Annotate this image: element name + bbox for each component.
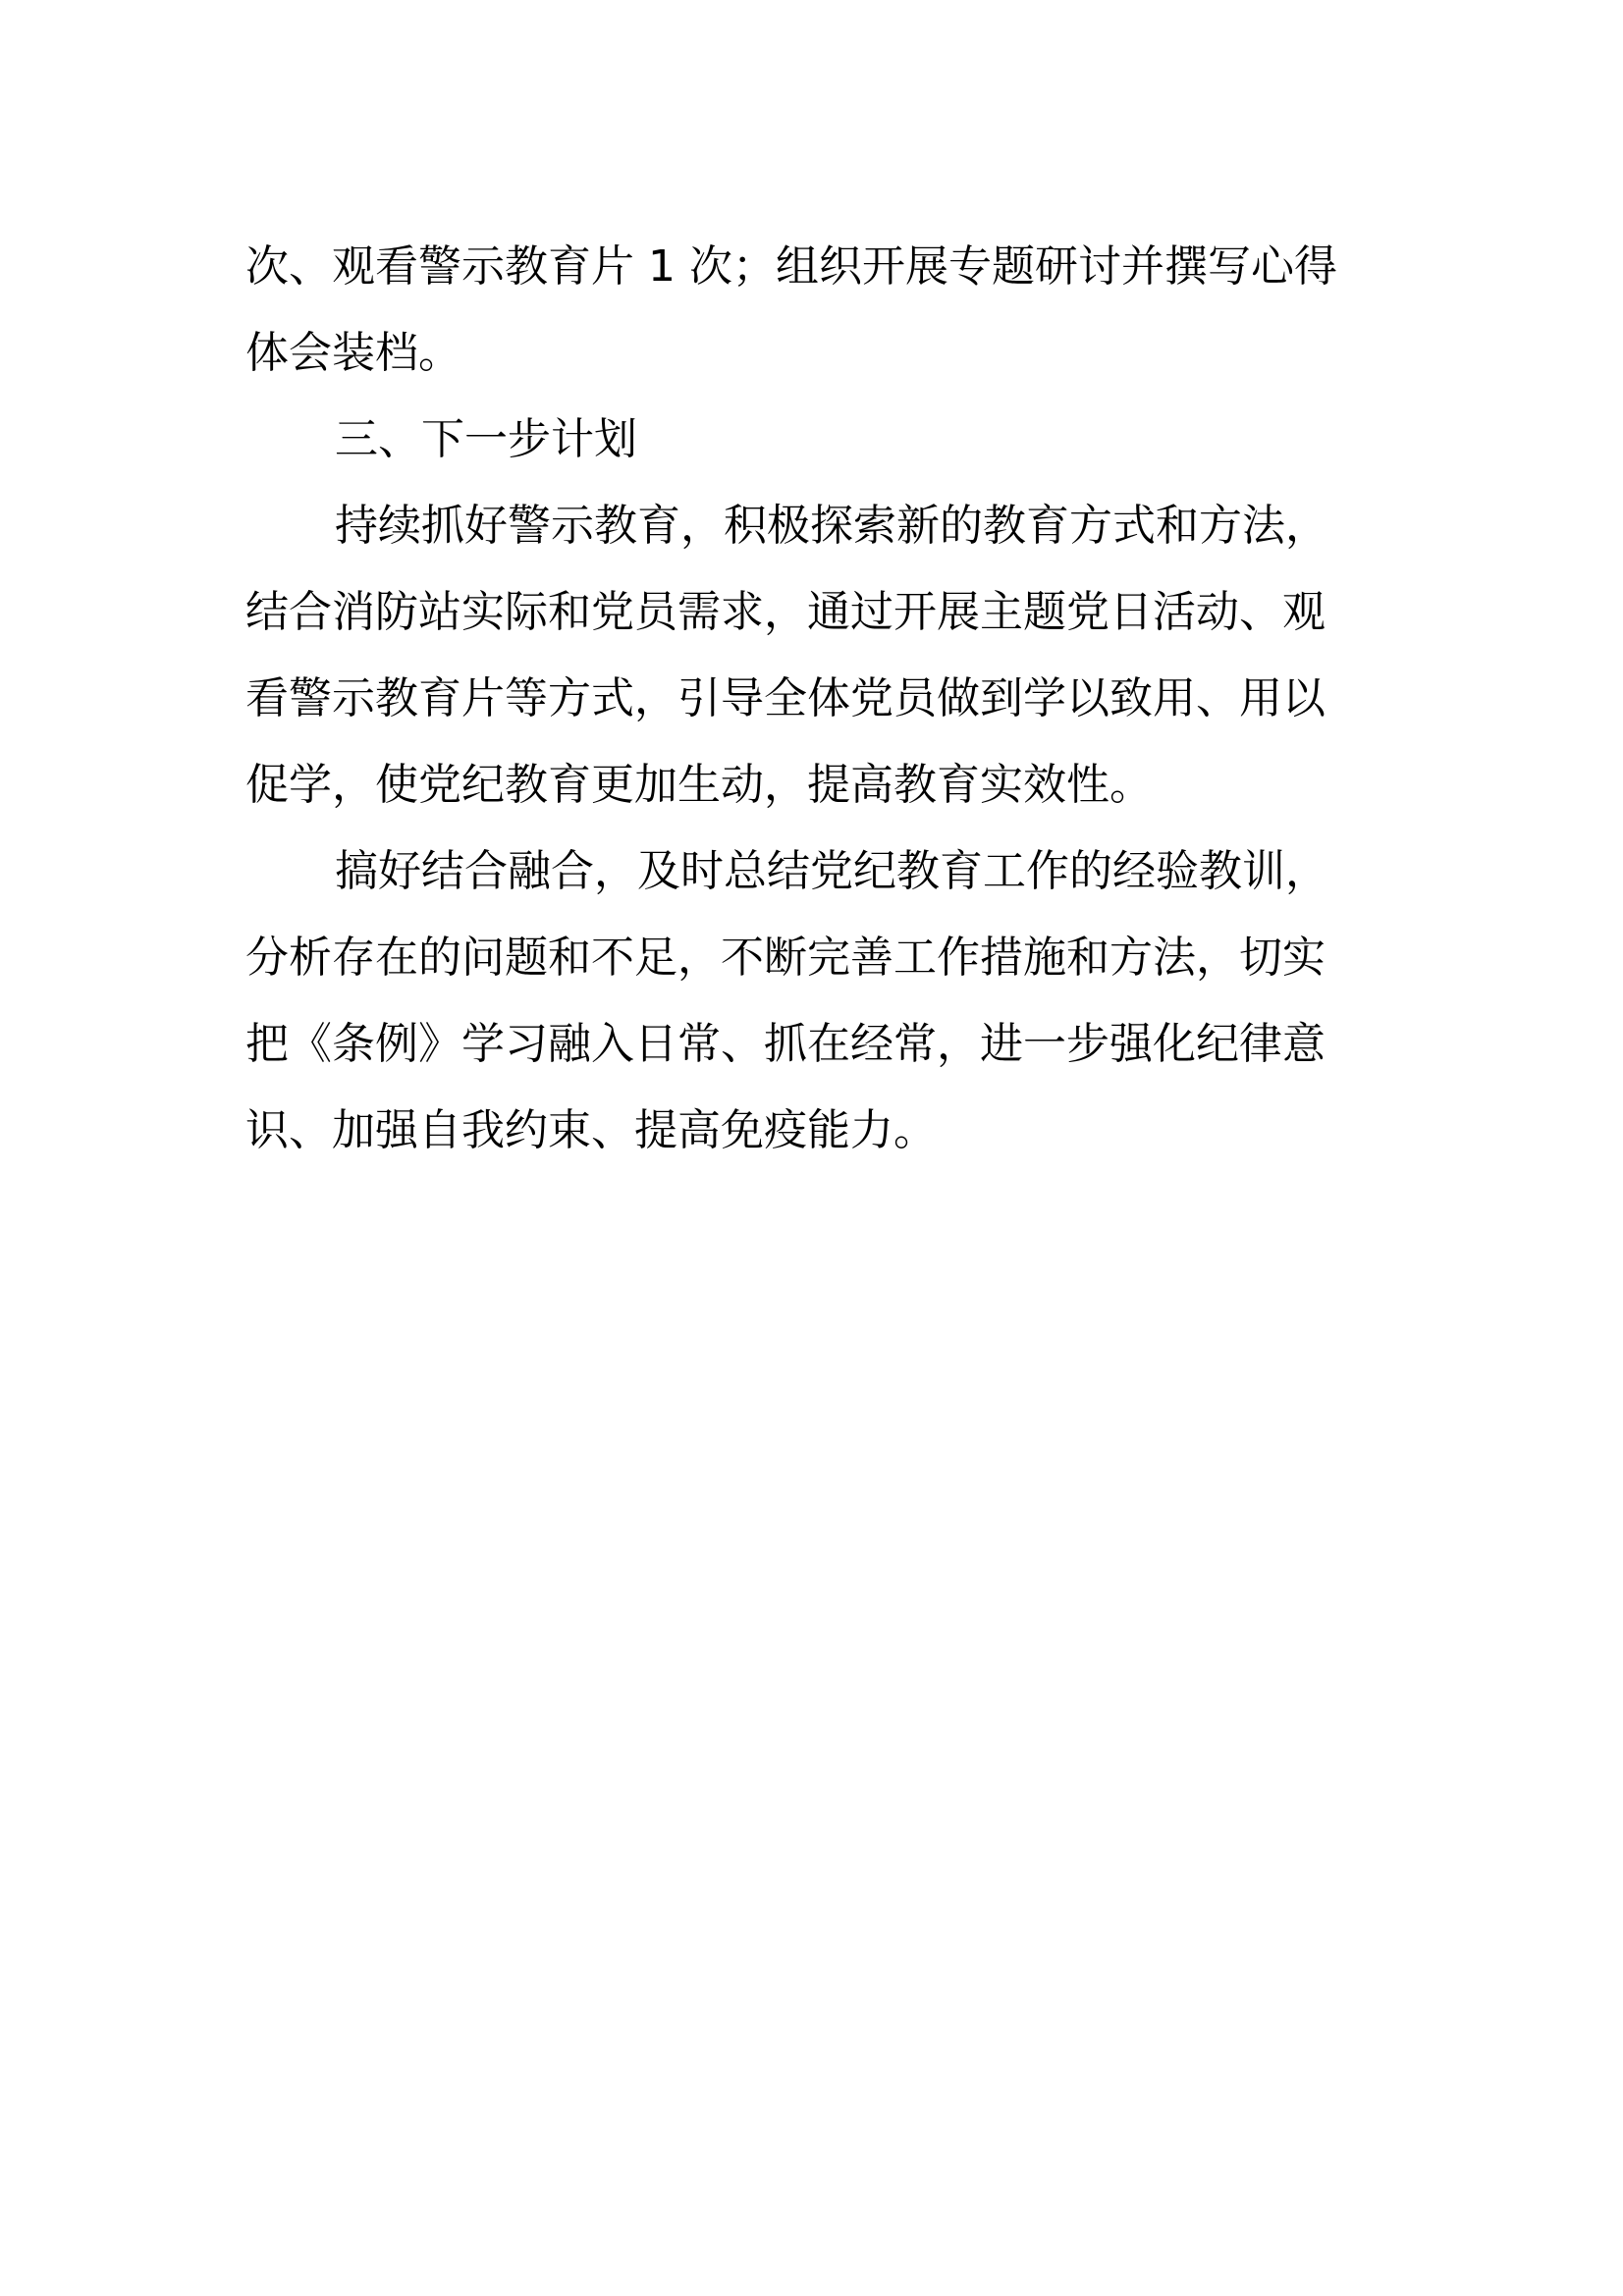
paragraph-line: 持续抓好警示教育，积极探索新的教育方式和方法， bbox=[335, 501, 1328, 551]
paragraph-line: 识、加强自我约束、提高免疫能力。 bbox=[245, 1105, 937, 1155]
paragraph-line: 次、观看警示教育片 1 次；组织开展专题研讨并撰写心得 bbox=[245, 241, 1337, 292]
paragraph-line: 促学，使党纪教育更加生动，提高教育实效性。 bbox=[245, 760, 1153, 810]
paragraph-line: 搞好结合融合，及时总结党纪教育工作的经验教训， bbox=[335, 846, 1328, 896]
paragraph-line: 结合消防站实际和党员需求，通过开展主题党日活动、观 bbox=[245, 587, 1325, 637]
paragraph-line: 分析存在的问题和不足，不断完善工作措施和方法，切实 bbox=[245, 933, 1325, 983]
paragraph-line: 看警示教育片等方式，引导全体党员做到学以致用、用以 bbox=[245, 673, 1325, 723]
paragraph-line: 体会装档。 bbox=[245, 328, 461, 378]
document-body bbox=[245, 224, 1355, 1174]
section-heading: 三、下一步计划 bbox=[335, 414, 637, 464]
paragraph-line: 把《条例》学习融入日常、抓在经常，进一步强化纪律意 bbox=[245, 1019, 1325, 1069]
